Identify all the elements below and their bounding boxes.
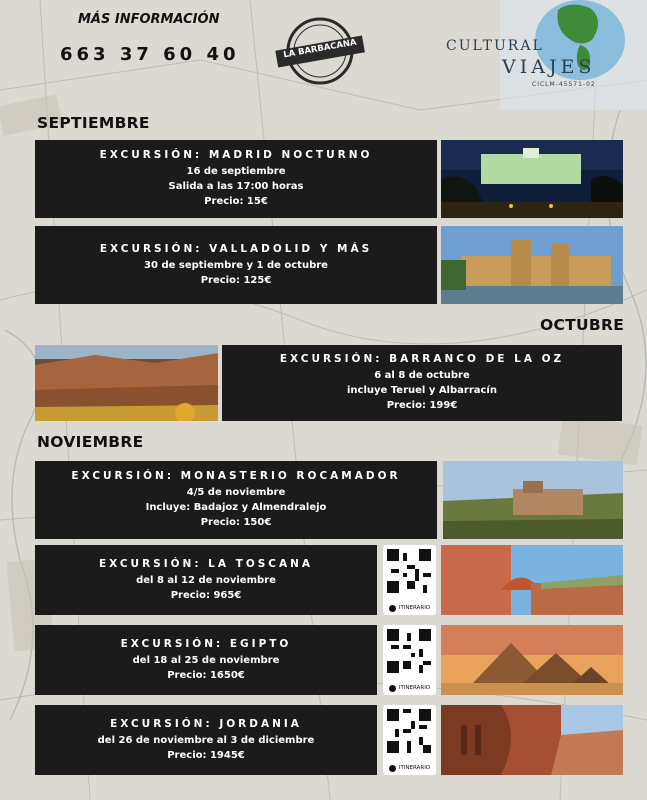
excursion-card-toscana[interactable] xyxy=(35,545,377,615)
brand-line1: CULTURAL xyxy=(446,38,544,54)
qr-label: ITINERARIO xyxy=(398,605,431,611)
petra-photo xyxy=(441,705,623,775)
barbacana-stamp-logo xyxy=(272,16,368,86)
pyramids-photo xyxy=(441,625,623,695)
info-title: MÁS INFORMACIÓN xyxy=(78,12,220,27)
qr-code-toscana[interactable] xyxy=(383,545,436,615)
excursion-card-barranco-oz[interactable] xyxy=(222,345,622,421)
excursion-price: Precio: 15€ xyxy=(204,196,268,207)
excursion-date: del 26 de noviembre al 3 de diciembre xyxy=(97,734,315,746)
phone-number[interactable]: 663 37 60 40 xyxy=(60,44,240,65)
excursion-date: 30 de septiembre y 1 de octubre xyxy=(144,259,328,271)
itinerary-icon xyxy=(389,765,396,772)
excursion-price: Precio: 199€ xyxy=(386,400,458,411)
excursion-price: Precio: 150€ xyxy=(200,517,272,528)
excursion-date: del 8 al 12 de noviembre xyxy=(136,574,276,586)
qr-code-egipto[interactable] xyxy=(383,625,436,695)
month-november: NOVIEMBRE xyxy=(37,433,144,451)
itinerary-icon xyxy=(389,605,396,612)
month-september: SEPTIEMBRE xyxy=(37,114,150,132)
month-october: OCTUBRE xyxy=(540,316,625,334)
excursion-price: Precio: 965€ xyxy=(170,589,242,601)
madrid-night-photo xyxy=(441,140,623,218)
excursion-title: EXCURSIÓN: EGIPTO xyxy=(120,637,292,650)
excursion-title: EXCURSIÓN: VALLADOLID Y MÁS xyxy=(99,242,373,255)
excursion-date: del 18 al 25 de noviembre xyxy=(132,654,280,666)
excursion-card-jordania[interactable] xyxy=(35,705,377,775)
excursion-departure: Salida a las 17:00 horas xyxy=(168,181,304,192)
qr-label: ITINERARIO xyxy=(398,685,431,691)
brand-line2: VIAJES xyxy=(502,56,596,78)
brand-logo xyxy=(440,0,647,100)
qr-label: ITINERARIO xyxy=(398,765,431,771)
qr-code-jordania[interactable] xyxy=(383,705,436,775)
excursion-title: EXCURSIÓN: LA TOSCANA xyxy=(98,557,314,570)
itinerary-icon xyxy=(389,685,396,692)
florence-photo xyxy=(441,545,623,615)
excursion-title: EXCURSIÓN: MADRID NOCTURNO xyxy=(99,149,373,161)
excursion-date: 6 al 8 de octubre xyxy=(374,370,470,381)
excursion-title: EXCURSIÓN: BARRANCO DE LA OZ xyxy=(279,353,565,365)
qr-code-icon xyxy=(387,629,431,673)
stamp-text: LA BARBACANA xyxy=(282,37,358,61)
excursion-title: EXCURSIÓN: MONASTERIO ROCAMADOR xyxy=(71,470,401,482)
excursion-title: EXCURSIÓN: JORDANIA xyxy=(110,717,302,730)
excursion-price: Precio: 1650€ xyxy=(167,669,245,681)
valladolid-photo xyxy=(441,226,623,304)
excursion-card-valladolid[interactable] xyxy=(35,226,437,304)
excursion-date: 16 de septiembre xyxy=(186,166,286,177)
excursion-price: Precio: 1945€ xyxy=(167,749,245,761)
excursion-includes: Incluye: Badajoz y Almendralejo xyxy=(145,502,327,513)
excursion-card-egipto[interactable] xyxy=(35,625,377,695)
rocamador-photo xyxy=(443,461,623,539)
qr-code-icon xyxy=(387,549,431,593)
excursion-price: Precio: 125€ xyxy=(200,274,272,286)
excursion-card-rocamador[interactable] xyxy=(35,461,437,539)
excursion-includes: incluye Teruel y Albarracín xyxy=(347,385,497,396)
albarracin-photo xyxy=(35,345,218,421)
excursion-date: 4/5 de noviembre xyxy=(186,487,286,498)
qr-code-icon xyxy=(387,709,431,753)
brand-code: CICLM-45571-02 xyxy=(532,81,596,88)
excursion-card-madrid[interactable] xyxy=(35,140,437,218)
